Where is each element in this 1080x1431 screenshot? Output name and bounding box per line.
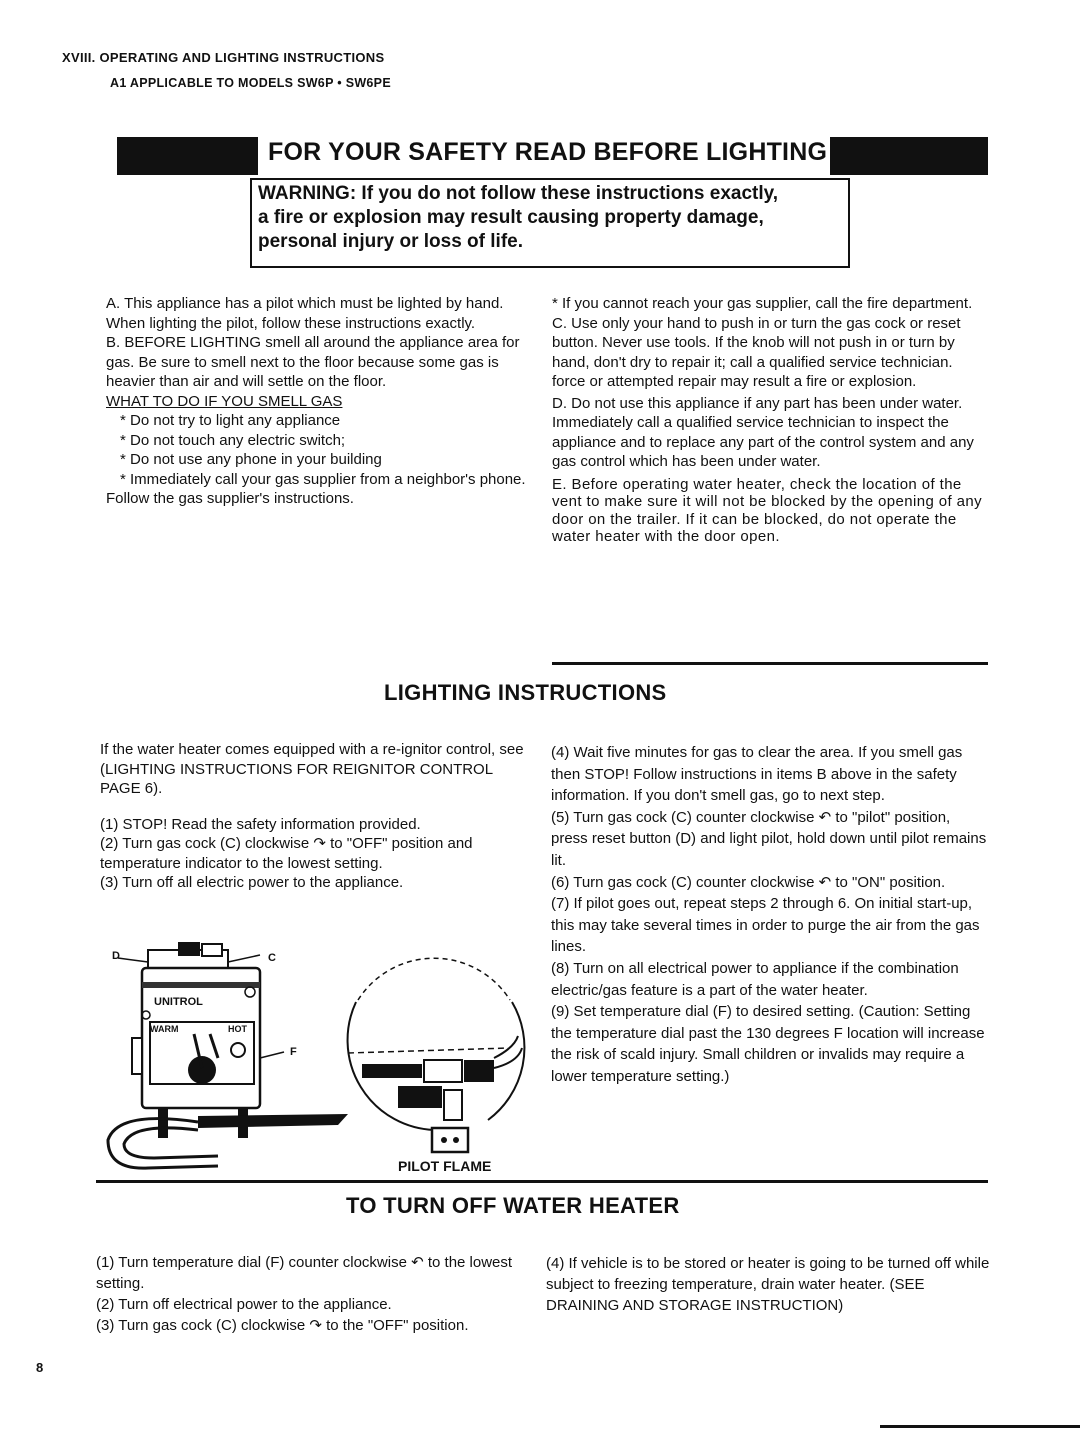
banner-bar-right: [830, 137, 988, 175]
safety-item-d: D. Do not use this appliance if any part has been under water. Immediately call a qualified service technician to inspect the appliance and to replace any part of the control system and any gas control which has been under water.: [552, 394, 974, 470]
lighting-step: (5) Turn gas cock (C) counter clockwise ↶ to "pilot" position, press reset button (D) and light pilot, hold down until pilot remains lit.: [551, 808, 987, 869]
turn-off-step: (1) Turn temperature dial (F) counter clockwise ↶ to the lowest setting.: [96, 1254, 513, 1292]
warning-line-2: a fire or explosion may result causing property damage,: [258, 207, 764, 228]
warning-box: [250, 178, 850, 268]
models-subheading: A1 APPLICABLE TO MODELS SW6P • SW6PE: [110, 76, 391, 90]
smell-gas-bullet: * Do not try to light any appliance: [120, 412, 341, 429]
gas-control-diagram: [98, 930, 538, 1180]
fire-department-bullet: * If you cannot reach your gas supplier, call the fire department.: [552, 295, 973, 312]
lighting-right-column: [551, 742, 989, 1088]
lighting-step: (3) Turn off all electric power to the appliance.: [100, 874, 404, 891]
warning-line-1: WARNING: If you do not follow these instructions exactly,: [258, 183, 779, 204]
hot-label: HOT: [228, 1024, 247, 1034]
warning-line-3: personal injury or loss of life.: [258, 231, 523, 252]
turn-off-step: (2) Turn off electrical power to the appliance.: [96, 1296, 392, 1313]
safety-item-b: B. BEFORE LIGHTING smell all around the appliance area for gas. Be sure to smell next to the floor because some gas is heavier than air and will settle on the floor.: [106, 334, 520, 390]
gas-control-illustration: [98, 930, 538, 1180]
turn-off-right-column: [546, 1253, 990, 1316]
page-number: 8: [36, 1360, 44, 1375]
safety-title: FOR YOUR SAFETY READ BEFORE LIGHTING: [268, 138, 828, 166]
lighting-step: (7) If pilot goes out, repeat steps 2 through 6. On initial start-up, this may take several times in order to purge the air from the gas lines.: [551, 895, 980, 956]
lighting-step: (6) Turn gas cock (C) counter clockwise ↶ to "ON" position.: [551, 873, 946, 891]
banner-bar-left: [117, 137, 258, 175]
smell-gas-heading: WHAT TO DO IF YOU SMELL GAS: [106, 392, 343, 410]
turn-off-left-column: [96, 1252, 528, 1336]
lighting-step: (4) Wait five minutes for gas to clear the area. If you smell gas then STOP! Follow instructions in items B above in the safety information. If you don't smell gas, go to next step.: [551, 744, 963, 805]
safety-item-e: E. Before operating water heater, check the location of the vent to make sure it will not be blocked by the opening of any door on the trailer. If it can be blocked, do not operate the water heater with the door open.: [552, 475, 983, 545]
divider: [552, 662, 988, 665]
label-c: C: [268, 952, 276, 964]
safety-item-c: C. Use only your hand to push in or turn the gas cock or reset button. Never use tools. If the knob will not push in or turn by hand, don't dry to repair it; call a qualified service technician. force or attempted repair may result a fire or explosion.: [552, 314, 961, 390]
warm-label: WARM: [150, 1024, 179, 1034]
safety-left-column: [106, 294, 534, 509]
lighting-step: (9) Set temperature dial (F) to desired setting. (Caution: Setting the temperature dial past the 130 degrees F location will increase the risk of scald injury. Small children or invalids may require a lower temperature setting.): [551, 1003, 985, 1085]
lighting-left-column: [100, 740, 532, 893]
smell-gas-bullet: * Immediately call your gas supplier from a neighbor's phone. Follow the gas supplier's instructions.: [106, 470, 526, 507]
lighting-step: (8) Turn on all electrical power to appliance if the combination electric/gas feature is a part of the water heater.: [551, 959, 959, 999]
lighting-step: (1) STOP! Read the safety information provided.: [100, 815, 421, 833]
lighting-title: LIGHTING INSTRUCTIONS: [384, 680, 667, 705]
turn-off-title: TO TURN OFF WATER HEATER: [346, 1193, 680, 1218]
bottom-rule: [880, 1425, 1080, 1428]
pilot-flame-label: PILOT FLAME: [398, 1158, 492, 1174]
safety-right-column: [552, 294, 990, 546]
label-d: D: [112, 950, 120, 962]
turn-off-step: (3) Turn gas cock (C) clockwise ↷ to the "OFF" position.: [96, 1317, 469, 1334]
smell-gas-bullet: * Do not touch any electric switch;: [120, 431, 346, 449]
reignitor-note: If the water heater comes equipped with a re-ignitor control, see (LIGHTING INSTRUCTIONS FOR REIGNITOR CONTROL PAGE 6).: [100, 741, 524, 797]
section-heading: XVIII. OPERATING AND LIGHTING INSTRUCTIONS: [62, 50, 385, 65]
smell-gas-bullet: * Do not use any phone in your building: [120, 451, 382, 468]
divider: [96, 1180, 988, 1183]
turn-off-step: (4) If vehicle is to be stored or heater is going to be turned off while subject to freezing temperature, drain water heater. (SEE DRAINING AND STORAGE INSTRUCTION): [546, 1255, 990, 1314]
safety-item-a: A. This appliance has a pilot which must be lighted by hand. When lighting the pilot, follow these instructions exactly.: [106, 295, 504, 332]
unitrol-label: UNITROL: [154, 996, 203, 1008]
label-f: F: [290, 1046, 297, 1058]
lighting-step: (2) Turn gas cock (C) clockwise ↷ to "OFF" position and temperature indicator to the lowest setting.: [100, 835, 473, 872]
